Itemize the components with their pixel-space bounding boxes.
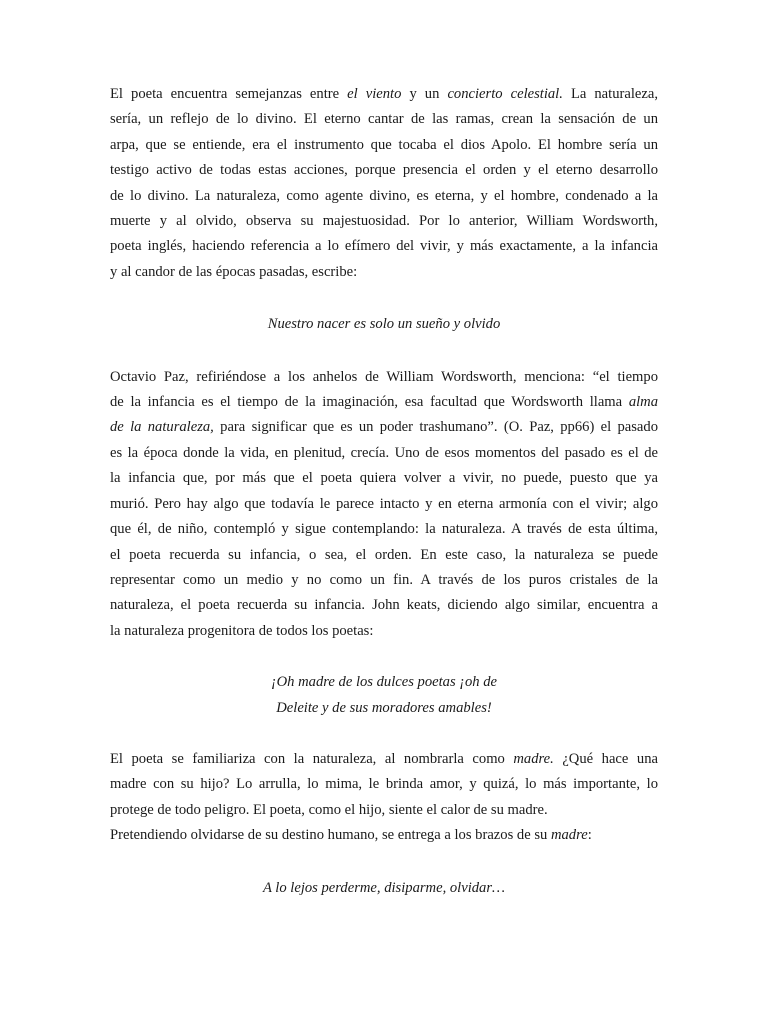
paragraph-line: el poeta recuerda su infancia, o sea, el orden. En este caso, la naturaleza se puede [110, 546, 658, 563]
italic-run: madre. [513, 750, 554, 767]
text-run: ¿Qué hace una [553, 750, 658, 767]
text-run: de la infancia es el tiempo de la imaginación, esa facultad que Wordsworth llama [110, 394, 629, 411]
paragraph-line: sería, un reflejo de lo divino. El eterno cantar de las ramas, crean la sensación de un [110, 111, 658, 128]
text-run: El poeta se familiariza con la naturaleza, al nombrarla como [110, 750, 514, 767]
paragraph-line [110, 82, 658, 107]
text-run: El poeta encuentra semejanzas entre [110, 86, 348, 102]
paragraph-line: la naturaleza progenitora de todos los poetas: [110, 622, 374, 639]
italic-run: de la naturaleza, [110, 419, 214, 436]
quote-line: ¡Oh madre de los dulces poetas ¡oh de [270, 674, 498, 691]
paragraph-line: Octavio Paz, refiriéndose a los anhelos de William Wordsworth, menciona: “el tiempo [110, 368, 658, 385]
text-run: Pretendiendo olvidarse de su destino humano, se entrega a los brazos de su [110, 827, 551, 844]
paragraph-line [110, 747, 658, 772]
text-run: : [587, 827, 592, 844]
paragraph-line: la infancia que, por más que el poeta quiera volver a vivir, no puede, puesto que ya [110, 470, 658, 487]
paragraph-line: que él, de niño, contempló y sigue contemplando: la naturaleza. A través de esta última, [110, 521, 658, 538]
text-run: para significar que es un poder trashumano”. (O. Paz, pp66) el pasado [213, 419, 658, 436]
text-run: y un [401, 86, 448, 102]
spacer [110, 338, 658, 365]
text-run: La naturaleza, [562, 86, 658, 102]
italic-run: alma [628, 394, 658, 411]
paragraph-line: murió. Pero hay algo que todavía le parece intacto y en eterna armonía con el vivir; algo [110, 495, 658, 512]
italic-run: madre [550, 827, 588, 844]
paragraph-line: madre con su hijo? Lo arrulla, lo mima, le brinda amor, y quizá, lo más importante, lo [110, 776, 658, 793]
paragraph-line: representar como un medio y no como un fin. A través de los puros cristales de la [110, 571, 658, 588]
spacer [110, 849, 658, 876]
paragraph-line: naturaleza, el poeta recuerda su infancia. John keats, diciendo algo similar, encuentra a [110, 597, 658, 614]
paragraph-3 [110, 747, 658, 849]
document-body [110, 82, 658, 901]
paragraph-line: arpa, que se entiende, era el instrumento que tocaba el dios Apolo. El hombre sería un [110, 136, 658, 153]
paragraph-line [110, 415, 658, 440]
paragraph-line: protege de todo peligro. El poeta, como el hijo, siente el calor de su madre. [110, 801, 548, 818]
paragraph-1 [110, 82, 658, 285]
spacer [110, 285, 658, 312]
spacer [110, 721, 658, 747]
paragraph-line: es la época donde la vida, en plenitud, crecía. Uno de esos momentos del pasado es el de [110, 444, 658, 461]
quote-2 [110, 670, 658, 721]
paragraph-line: muerte y al olvido, observa su majestuosidad. Por lo anterior, William Wordsworth, [110, 213, 658, 230]
paragraph-line: de lo divino. La naturaleza, como agente divino, es eterna, y el hombre, condenado a la [110, 187, 658, 204]
paragraph-line: testigo activo de todas estas acciones, porque presencia el orden y el eterno desarrollo [110, 162, 658, 179]
italic-run: concierto celestial. [447, 86, 563, 102]
quote-1: Nuestro nacer es solo un sueño y olvido [267, 316, 501, 333]
spacer [110, 644, 658, 670]
paragraph-2 [110, 365, 658, 644]
italic-run: el viento [347, 86, 402, 102]
paragraph-line: y al candor de las épocas pasadas, escribe: [110, 263, 358, 280]
quote-line: Deleite y de sus moradores amables! [276, 699, 492, 716]
paragraph-line [110, 390, 658, 415]
quote-3: A lo lejos perderme, disiparme, olvidar… [263, 879, 505, 896]
paragraph-line [110, 823, 658, 848]
paragraph-line: poeta inglés, haciendo referencia a lo efímero del vivir, y más exactamente, a la infancia [110, 238, 658, 255]
